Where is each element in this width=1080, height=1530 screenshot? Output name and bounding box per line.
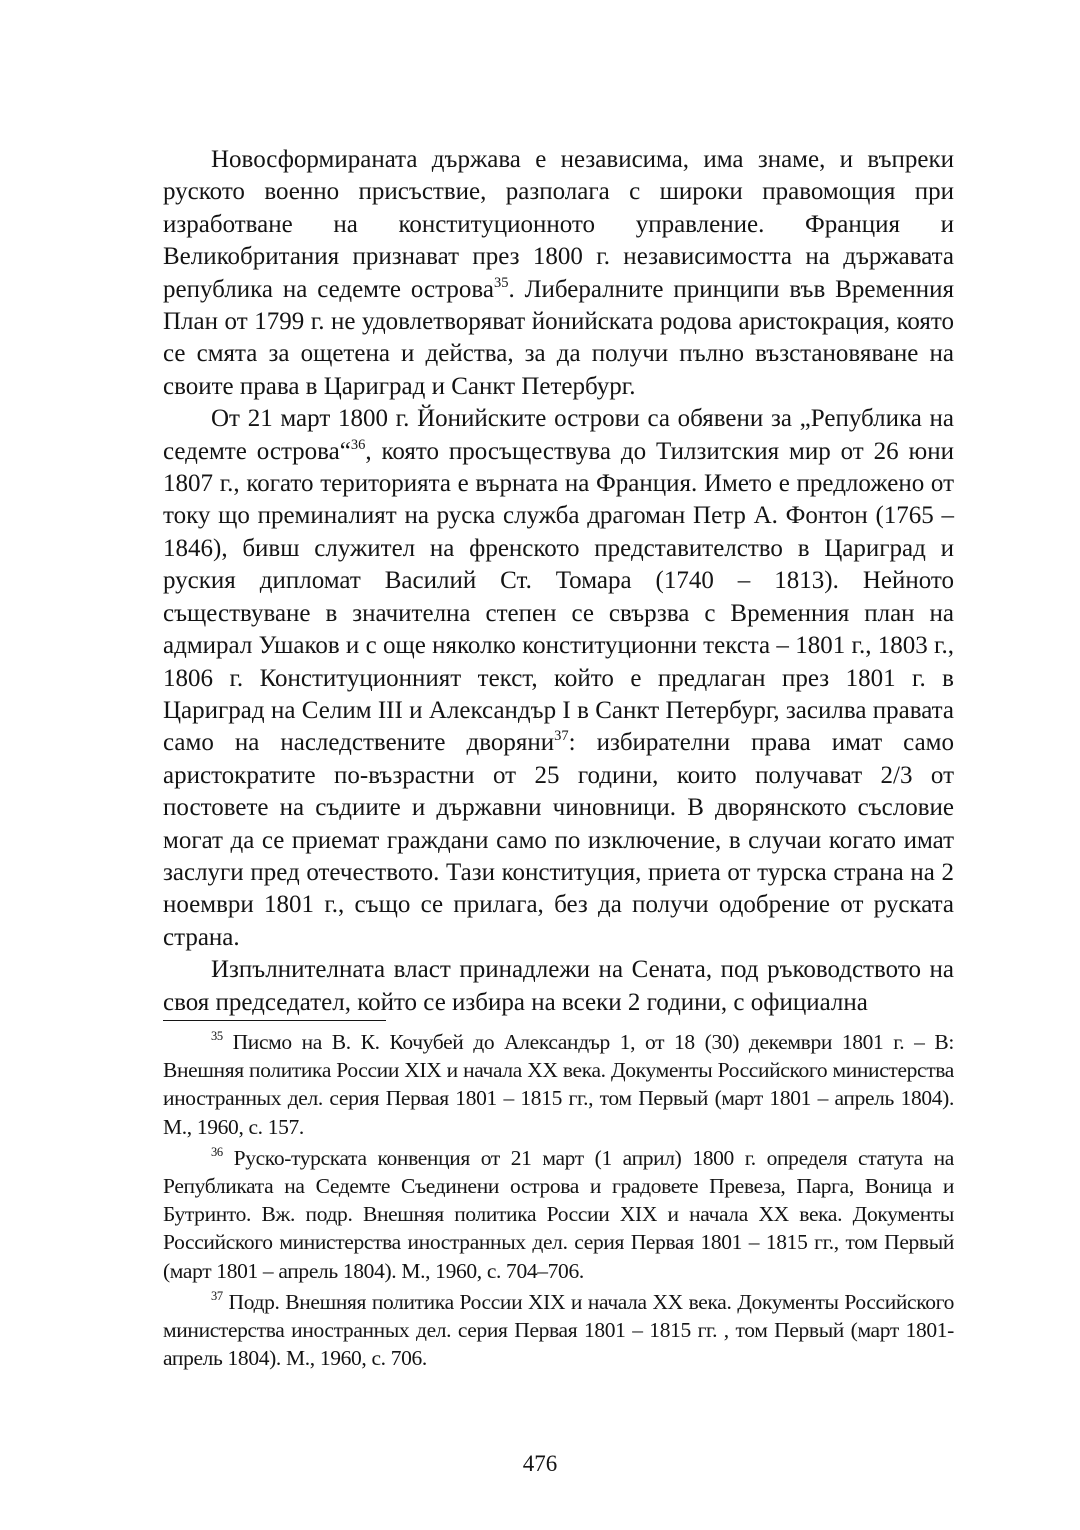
footnotes [163,1028,954,1372]
paragraph-3-text: Изпълнителната власт принадлежи на Сената, под ръководството на своя председател, който се избира на всеки 2 години, с официална [163,956,954,1016]
footnote-text-37: Подр. Внешняя политика России XIX и начала XX века. Документы Российского министерства иностранных дел. серия Первая 1801 – 1815 гг. , том Первый (март 1801-апрель 1804). М., 1960, с. 706. [163,1289,954,1371]
footnote-number-35: 35 [211,1029,223,1044]
footnote-ref-35: 35 [493,274,509,291]
footnote-36 [163,1144,954,1285]
paragraph-1-text-b: . Либералните принципи във Временния План от 1799 г. не удовлетворяват йонийската родова аристокрация, която се смята за ощетена и действа, за да получи пълно възстановяване на своите права в Цариград и Санкт Петербург. [163,275,954,400]
footnote-ref-37: 37 [554,728,569,745]
paragraph-1-text-a: Новосформираната държава е независима, има знаме, и въпреки руското военно присъствие, разполага с широки правомощия при изработване на конституционното управление. Франция и Великобритания признават през 1800 г. независимостта на държавата република на седемте острова [163,146,954,303]
paragraph-1 [163,144,954,403]
footnote-number-36: 36 [211,1145,223,1160]
paragraph-2-text-a: От 21 март 1800 г. Йонийските острови са обявени за „Република на седемте острова“ [163,405,954,465]
footnote-ref-36: 36 [350,436,366,453]
main-text [163,144,954,1019]
footnote-separator [163,1020,386,1021]
paragraph-2 [163,403,954,954]
footnote-text-35: Писмо на В. К. Кочубей до Александър 1, от 18 (30) декември 1801 г. – В: Внешняя политика России XIX и начала XX века. Документы Российского министерства иностранных дел. серия Первая 1801 – 1815 гг., том Первый (март 1801 – апрель 1804). М., 1960, с. 157. [163,1030,954,1139]
footnote-text-36: Руско-турската конвенция от 21 март (1 април) 1800 г. определя статута на Републиката на Седемте Съединени острова и градовете Превеза, Парга, Воница и Бутринто. Вж. подр. Внешняя политика России XIX и начала XX века. Документы Российского министерства иностранных дел. серия Первая 1801 – 1815 гг., том Первый (март 1801 – апрель 1804). М., 1960, с. 704–706. [163,1145,954,1283]
paragraph-2-text-b: , която просъществува до Тилзитския мир от 26 юни 1807 г., когато територията е върната на Франция. Името е предложено от току що преминалият на руска служба драгоман Петр А. Фонтон (1765 – 1846), бивш служител на френското представителство в Цариград и руския дипломат Василий Ст. Томара (1740 – 1813). Нейното съществуване в значителна степен се свързва с Временния план на адмирал Ушаков и с още няколко конституционни текста – 1801 г., 1803 г., 1806 г. Конституционният текст, който е предлаган през 1801 г. в Цариград на Селим III и Александър I в Санкт Петербург, засилва правата само на наследствените дворяни [163,437,954,757]
footnote-number-37: 37 [211,1289,223,1304]
footnote-35 [163,1028,954,1141]
paragraph-3 [163,954,954,1019]
footnote-37 [163,1288,954,1373]
paragraph-2-text-c: : избирателни права имат само аристократите по-възрастни от 25 години, които получават 2/3 от постовете на съдиите и държавни чиновници. В дворянското съсловие могат да се приемат граждани само по изключение, в случаи когато имат заслуги пред отечеството. Тази конституция, приета от турска страна на 2 ноември 1801 г., също се прилага, без да получи одобрение от руската страна. [163,729,954,951]
page-number: 476 [522,1451,558,1476]
